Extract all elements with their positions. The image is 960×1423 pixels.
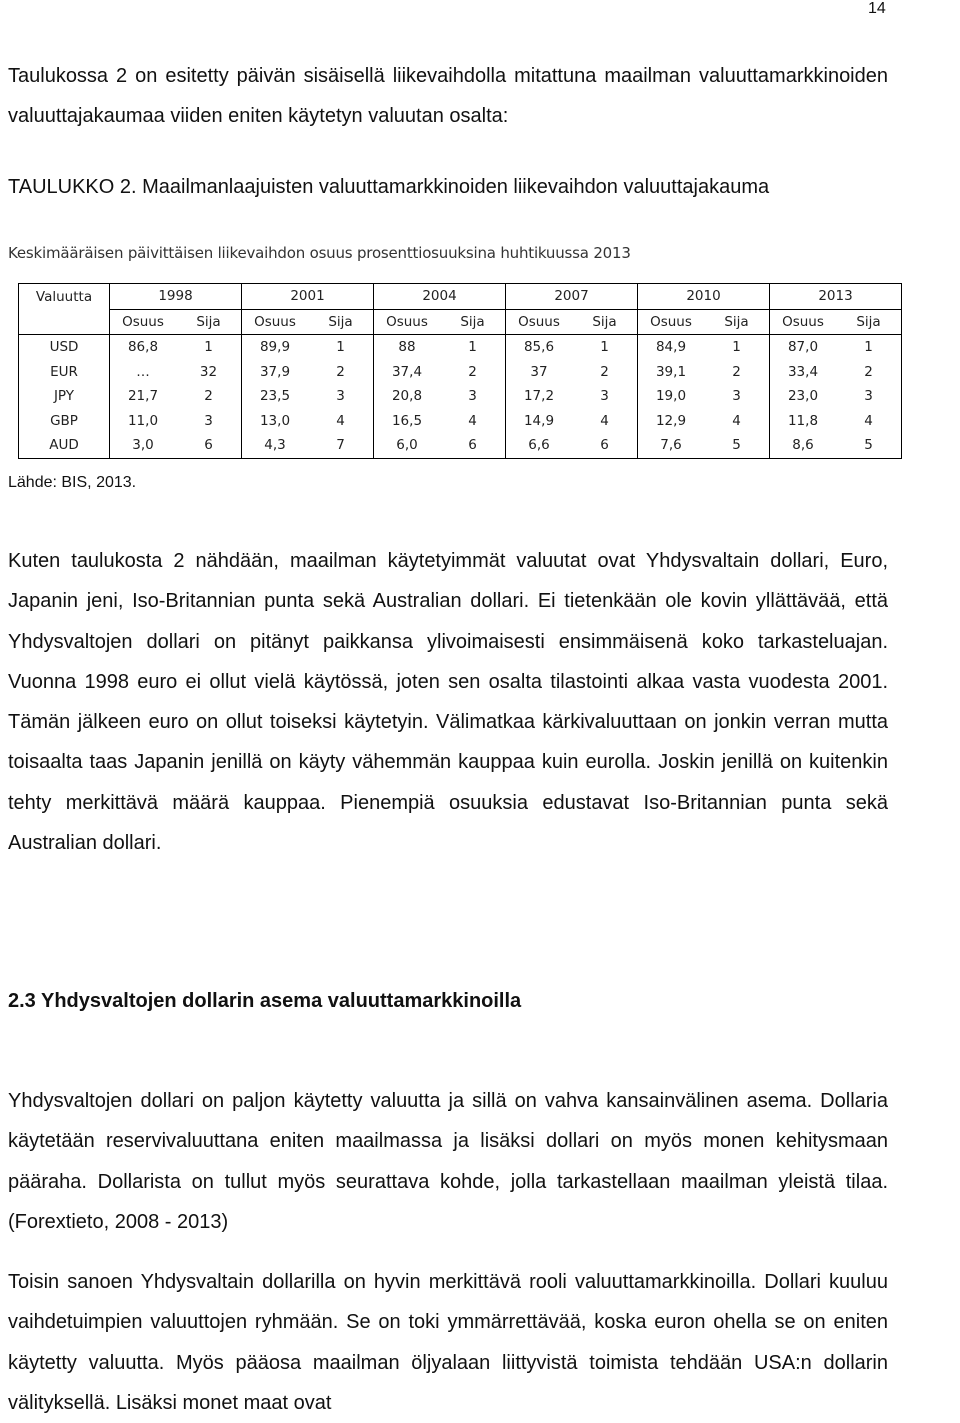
rank-cell: 5 — [704, 433, 770, 458]
share-cell: 89,9 — [242, 335, 309, 360]
share-header: Osuus — [242, 309, 309, 335]
rank-header: Sija — [572, 309, 638, 335]
rank-cell: 3 — [468, 388, 477, 405]
rank-cell: 1 — [704, 335, 770, 360]
rank-cell: 6 — [440, 433, 506, 458]
share-header: Osuus — [506, 309, 573, 335]
rank-cell: 1 — [440, 335, 506, 360]
rank-cell: 4 — [836, 409, 902, 434]
rank-cell: 4 — [468, 412, 477, 429]
rank-cell: 5 — [836, 433, 902, 458]
currency-share-table — [18, 283, 902, 459]
currency-code-cell: USD — [19, 335, 110, 360]
table-year-row — [19, 284, 902, 310]
rank-cell: 2 — [732, 363, 741, 380]
share-cell: 23,0 — [770, 384, 837, 409]
rank-cell: 6 — [572, 433, 638, 458]
currency-code-cell: JPY — [19, 384, 110, 409]
table-row — [19, 360, 902, 385]
rank-cell: 2 — [468, 363, 477, 380]
share-cell: 88 — [374, 335, 441, 360]
rank-header: Sija — [704, 309, 770, 335]
rank-cell: 2 — [836, 360, 902, 385]
body-paragraph-3: Toisin sanoen Yhdysvaltain dollarilla on hyvin merkittävä rooli valuuttamarkkinoilla. Dollari kuuluu vaihdetuimpien valuuttojen ryhmään. Se on toki ymmärrettävää, koska euron ohella se on eniten käytetty valuutta. Myös pääosa maailman öljyalaan liittyvistä toimista tehdään USA:n dollarin välityksellä. Lisäksi monet maat ovat — [8, 1271, 888, 1414]
table-subcaption: Keskimääräisen päivittäisen liikevaihdon osuus prosenttiosuuksina huhtikuussa 2013 — [8, 244, 631, 262]
table-row — [19, 384, 902, 409]
currency-code-cell: AUD — [19, 433, 110, 458]
share-cell: 12,9 — [638, 409, 705, 434]
rank-header: Sija — [836, 309, 902, 335]
page-number: 14 — [868, 0, 886, 17]
rank-cell: 4 — [732, 412, 741, 429]
rank-header: Sija — [440, 309, 506, 335]
share-header: Osuus — [110, 309, 177, 335]
currency-header: Valuutta — [19, 284, 110, 310]
share-cell: 4,3 — [242, 433, 309, 458]
share-cell: 7,6 — [638, 433, 705, 458]
share-cell: 23,5 — [242, 384, 309, 409]
share-cell: 17,2 — [506, 384, 573, 409]
share-cell: 37,4 — [374, 360, 441, 385]
year-header: 2013 — [770, 284, 902, 310]
share-cell: 11,0 — [110, 409, 177, 434]
rank-cell: 7 — [308, 433, 374, 458]
share-cell: 20,8 — [374, 384, 441, 409]
share-cell: 86,8 — [110, 335, 177, 360]
share-header: Osuus — [374, 309, 441, 335]
intro-paragraph: Taulukossa 2 on esitetty päivän sisäisellä liikevaihdolla mitattuna maailman valuuttamarkkinoiden valuuttajakaumaa viiden eniten käytetyn valuutan osalta: — [8, 65, 888, 128]
share-cell: … — [110, 360, 177, 385]
rank-cell: 4 — [336, 412, 345, 429]
share-cell: 11,8 — [770, 409, 837, 434]
rank-cell: 2 — [600, 363, 609, 380]
rank-cell: 2 — [336, 363, 345, 380]
share-cell: 37 — [506, 360, 573, 385]
share-cell: 85,6 — [506, 335, 573, 360]
table-caption: TAULUKKO 2. Maailmanlaajuisten valuuttamarkkinoiden liikevaihdon valuuttajakauma — [8, 176, 770, 198]
section-heading: 2.3 Yhdysvaltojen dollarin asema valuuttamarkkinoilla — [8, 990, 522, 1012]
table-row — [19, 433, 902, 458]
share-cell: 3,0 — [110, 433, 177, 458]
share-header: Osuus — [638, 309, 705, 335]
table-source: Lähde: BIS, 2013. — [8, 474, 137, 491]
rank-cell: 32 — [199, 363, 218, 380]
body-paragraph-2: Yhdysvaltojen dollari on paljon käytetty valuutta ja sillä on vahva kansainvälinen asema. Dollaria käytetään reservivaluuttana eniten maailmassa ja lisäksi dollari on myös monen kehitysmaan pääraha. Dollarista on tullut myös seurattava kohde, jolla tarkastellaan maailman yleistä tilaa. (Forextieto, 2008 - 2013) — [8, 1090, 888, 1233]
rank-cell: 1 — [572, 335, 638, 360]
year-header: 2004 — [374, 284, 506, 310]
year-header: 2001 — [242, 284, 374, 310]
year-header: 2007 — [506, 284, 638, 310]
table-row — [19, 409, 902, 434]
rank-cell: 3 — [600, 388, 609, 405]
rank-cell: 3 — [732, 388, 741, 405]
share-cell: 33,4 — [770, 360, 837, 385]
share-cell: 16,5 — [374, 409, 441, 434]
share-header: Osuus — [770, 309, 837, 335]
rank-header: Sija — [308, 309, 374, 335]
currency-code-cell: GBP — [19, 409, 110, 434]
share-cell: 14,9 — [506, 409, 573, 434]
share-cell: 84,9 — [638, 335, 705, 360]
table-row — [19, 335, 902, 360]
rank-cell: 2 — [204, 388, 213, 405]
year-header: 1998 — [110, 284, 242, 310]
share-cell: 37,9 — [242, 360, 309, 385]
rank-cell: 6 — [176, 433, 242, 458]
body-paragraph-1: Kuten taulukosta 2 nähdään, maailman käytetyimmät valuutat ovat Yhdysvaltain dollari, Euro, Japanin jeni, Iso-Britannian punta sekä Australian dollari. Ei tietenkään ole kovin yllättävää, että Yhdysvaltojen dollari on pitänyt paikkansa ylivoimaisesti ensimmäisenä koko tarkasteluajan. Vuonna 1998 euro ei ollut vielä käytössä, joten sen osalta tilastointi alkaa vasta vuodesta 2001. Tämän jälkeen euro on ollut toiseksi käytetyin. Välimatkaa kärkivaluuttaan on jonkin verran mutta toisaalta taas Japanin jenillä on käyty vähemmän kauppaa kuin eurolla. Joskin jenillä on kuitenkin tehty merkittävä määrä kauppaa. Pienempiä osuuksia edustavat Iso-Britannian punta sekä Australian dollari. — [8, 550, 888, 855]
year-header: 2010 — [638, 284, 770, 310]
share-cell: 6,0 — [374, 433, 441, 458]
share-cell: 87,0 — [770, 335, 837, 360]
share-cell: 6,6 — [506, 433, 573, 458]
rank-cell: 1 — [836, 335, 902, 360]
share-cell: 8,6 — [770, 433, 837, 458]
rank-cell: 4 — [600, 412, 609, 429]
rank-header: Sija — [176, 309, 242, 335]
rank-cell: 3 — [836, 384, 902, 409]
rank-cell: 1 — [176, 335, 242, 360]
currency-code-cell: EUR — [19, 360, 110, 385]
table-subheader-row — [19, 309, 902, 335]
share-cell: 39,1 — [638, 360, 705, 385]
rank-cell: 1 — [308, 335, 374, 360]
share-cell: 13,0 — [242, 409, 309, 434]
rank-cell: 3 — [336, 388, 345, 405]
rank-cell: 3 — [204, 412, 213, 429]
share-cell: 19,0 — [638, 384, 705, 409]
share-cell: 21,7 — [110, 384, 177, 409]
